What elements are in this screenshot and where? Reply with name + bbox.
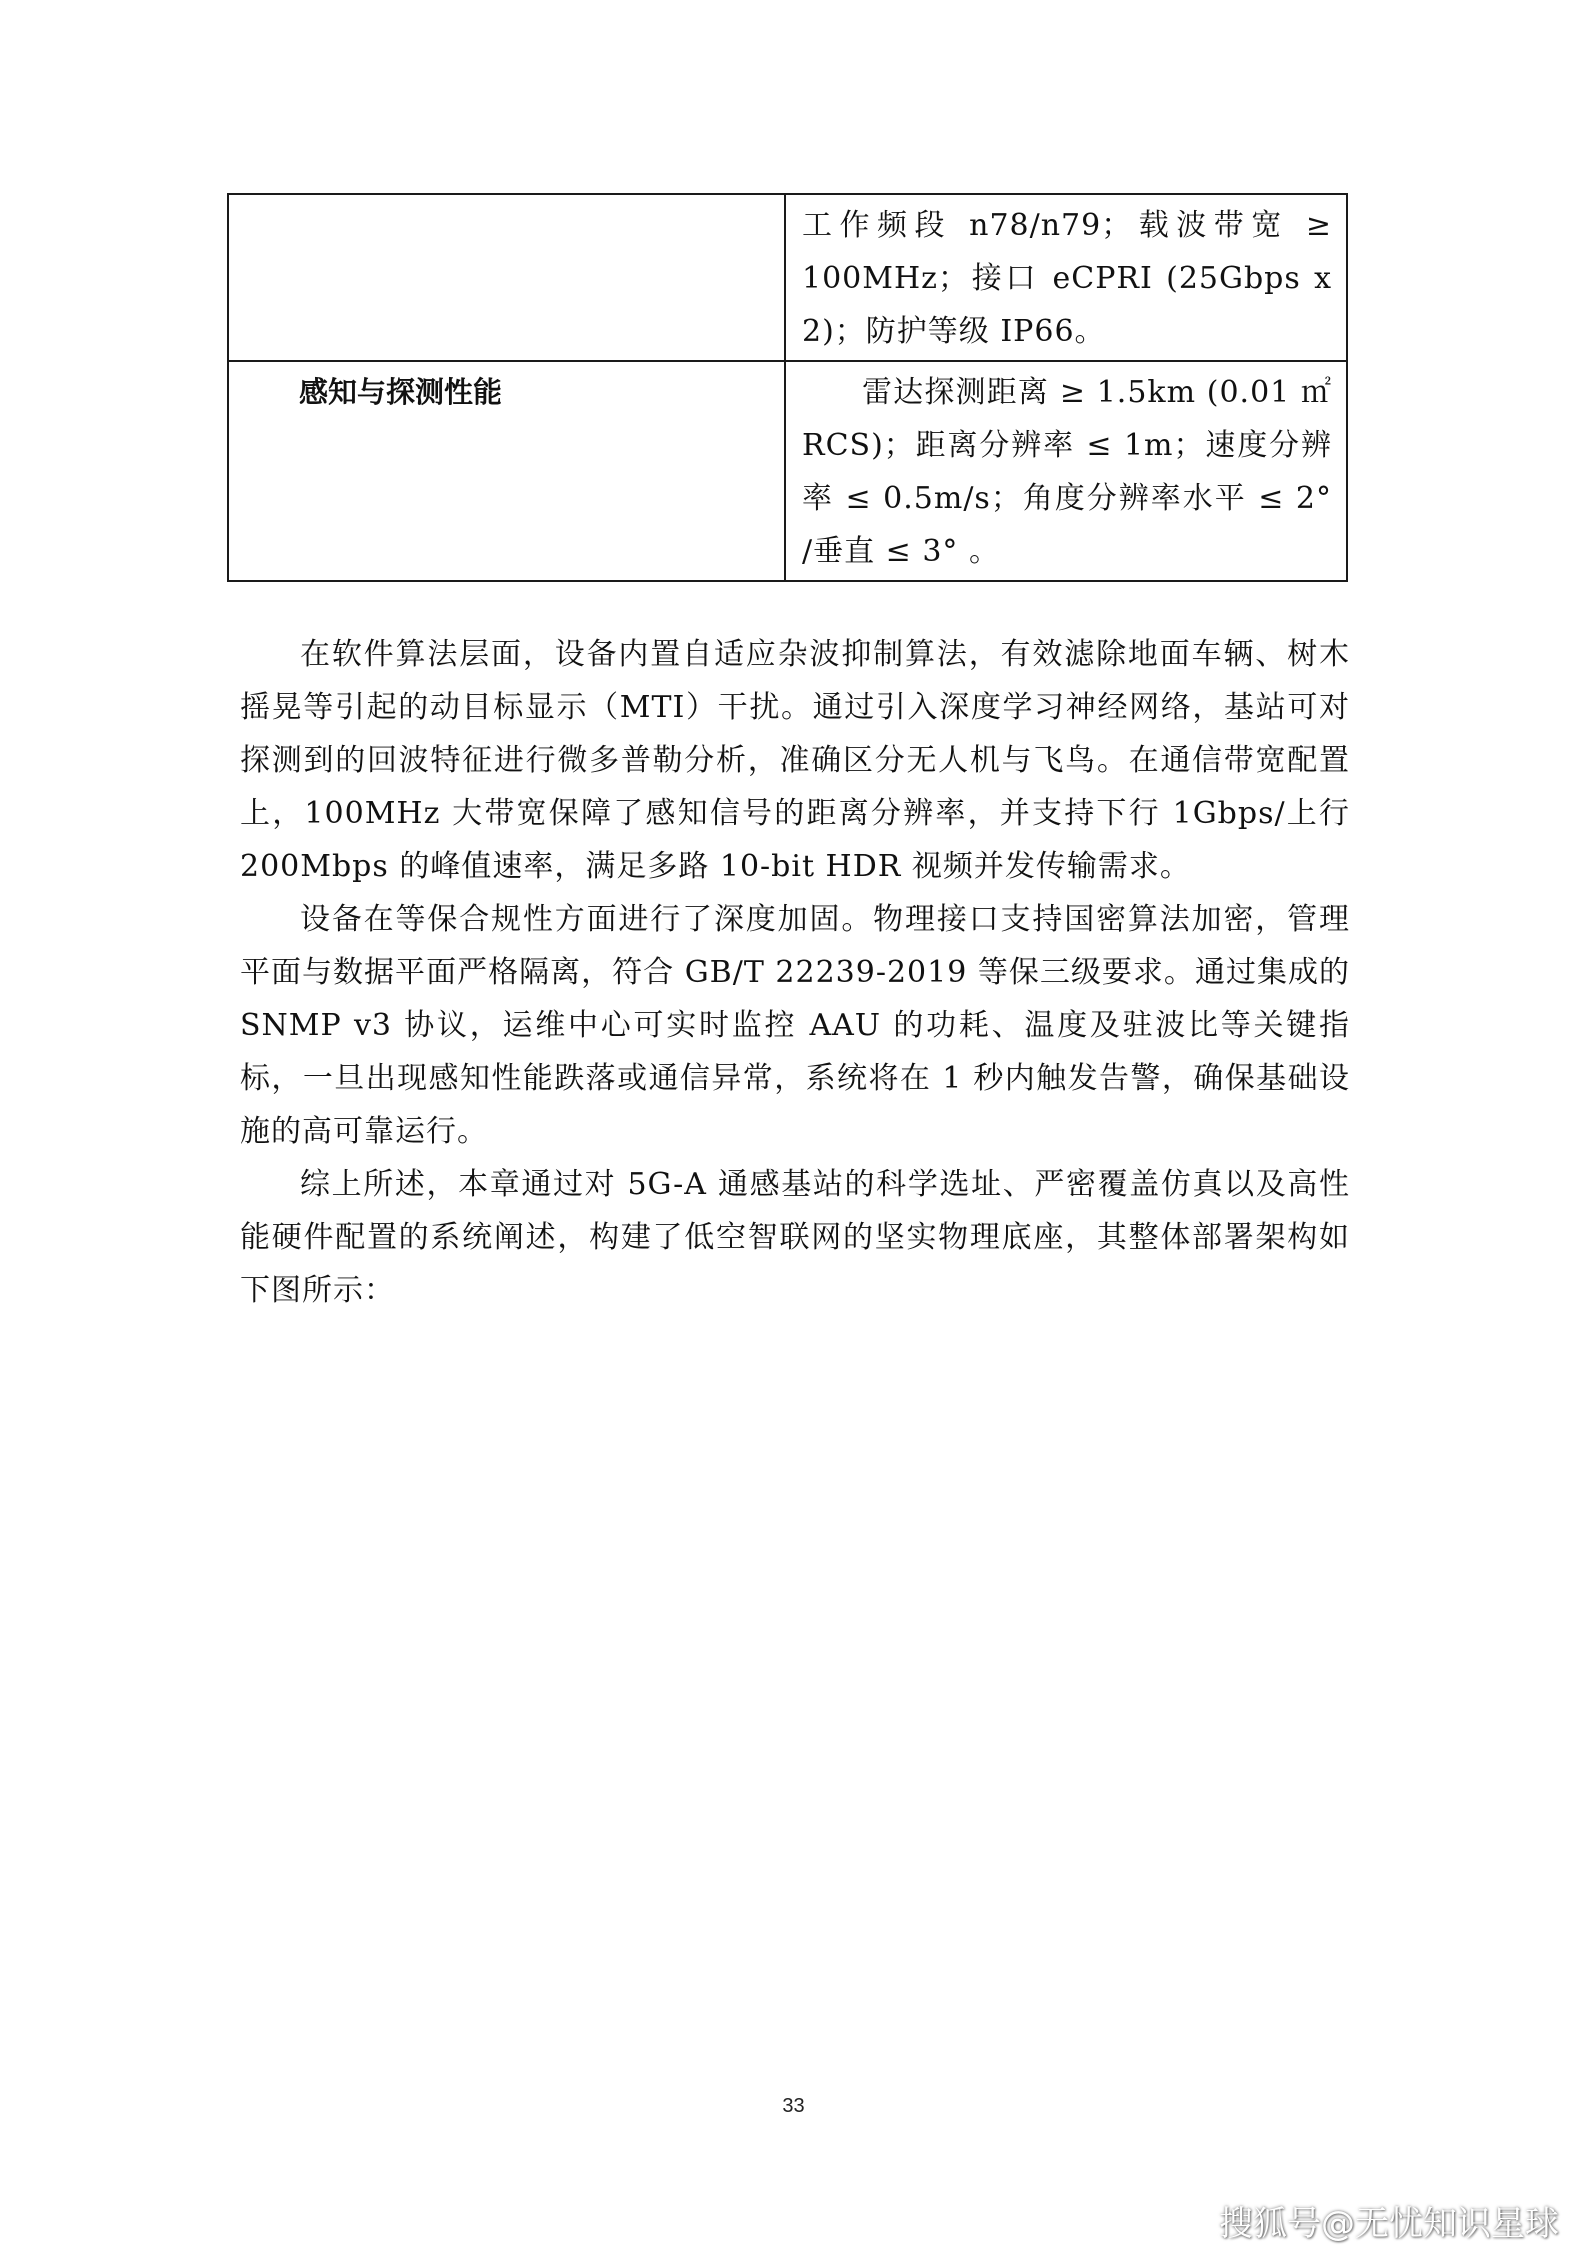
paragraph-summary: 综上所述，本章通过对 5G-A 通感基站的科学选址、严密覆盖仿真以及高性能硬件配置的系统阐述，构建了低空智联网的坚实物理底座，其整体部署架构如下图所示： xyxy=(240,1167,1350,1308)
table-row xyxy=(228,194,1347,361)
spec-value-cell xyxy=(785,361,1347,581)
spec-value: 雷达探测距离 ≥ 1.5km (0.01 ㎡ RCS)；距离分辨率 ≤ 1m；速度分辨率 ≤ 0.5m/s；角度分辨率水平 ≤ 2° /垂直 ≤ 3° 。 xyxy=(802,375,1332,569)
spec-label xyxy=(229,195,784,199)
table-row xyxy=(228,361,1347,581)
spec-label: 感知与探测性能 xyxy=(299,375,503,409)
spec-table xyxy=(227,193,1348,582)
spec-value-cell xyxy=(785,194,1347,361)
body-text xyxy=(240,628,1350,1317)
paragraph-algorithm: 在软件算法层面，设备内置自适应杂波抑制算法，有效滤除地面车辆、树木摇晃等引起的动目标显示（MTI）干扰。通过引入深度学习神经网络，基站可对探测到的回波特征进行微多普勒分析，准确区分无人机与飞鸟。在通信带宽配置上，100MHz 大带宽保障了感知信号的距离分辨率，并支持下行 1Gbps/上行 200Mbps 的峰值速率，满足多路 10-bit HDR 视频并发传输需求。 xyxy=(240,637,1350,884)
spec-value: 工作频段 n78/n79；载波带宽 ≥ 100MHz；接口 eCPRI (25Gbps x 2)；防护等级 IP66。 xyxy=(802,208,1332,349)
watermark: 搜狐号@无忧知识星球 xyxy=(1219,2204,1559,2244)
paragraph-security: 设备在等保合规性方面进行了深度加固。物理接口支持国密算法加密，管理平面与数据平面严格隔离，符合 GB/T 22239-2019 等保三级要求。通过集成的 SNMP v3 协议，运维中心可实时监控 AAU 的功耗、温度及驻波比等关键指标，一旦出现感知性能跌落或通信异常，系统将在 1 秒内触发告警，确保基础设施的高可靠运行。 xyxy=(240,902,1350,1149)
spec-label-cell xyxy=(228,194,785,361)
page-number: 33 xyxy=(782,2095,805,2117)
spec-label-cell xyxy=(228,361,785,581)
